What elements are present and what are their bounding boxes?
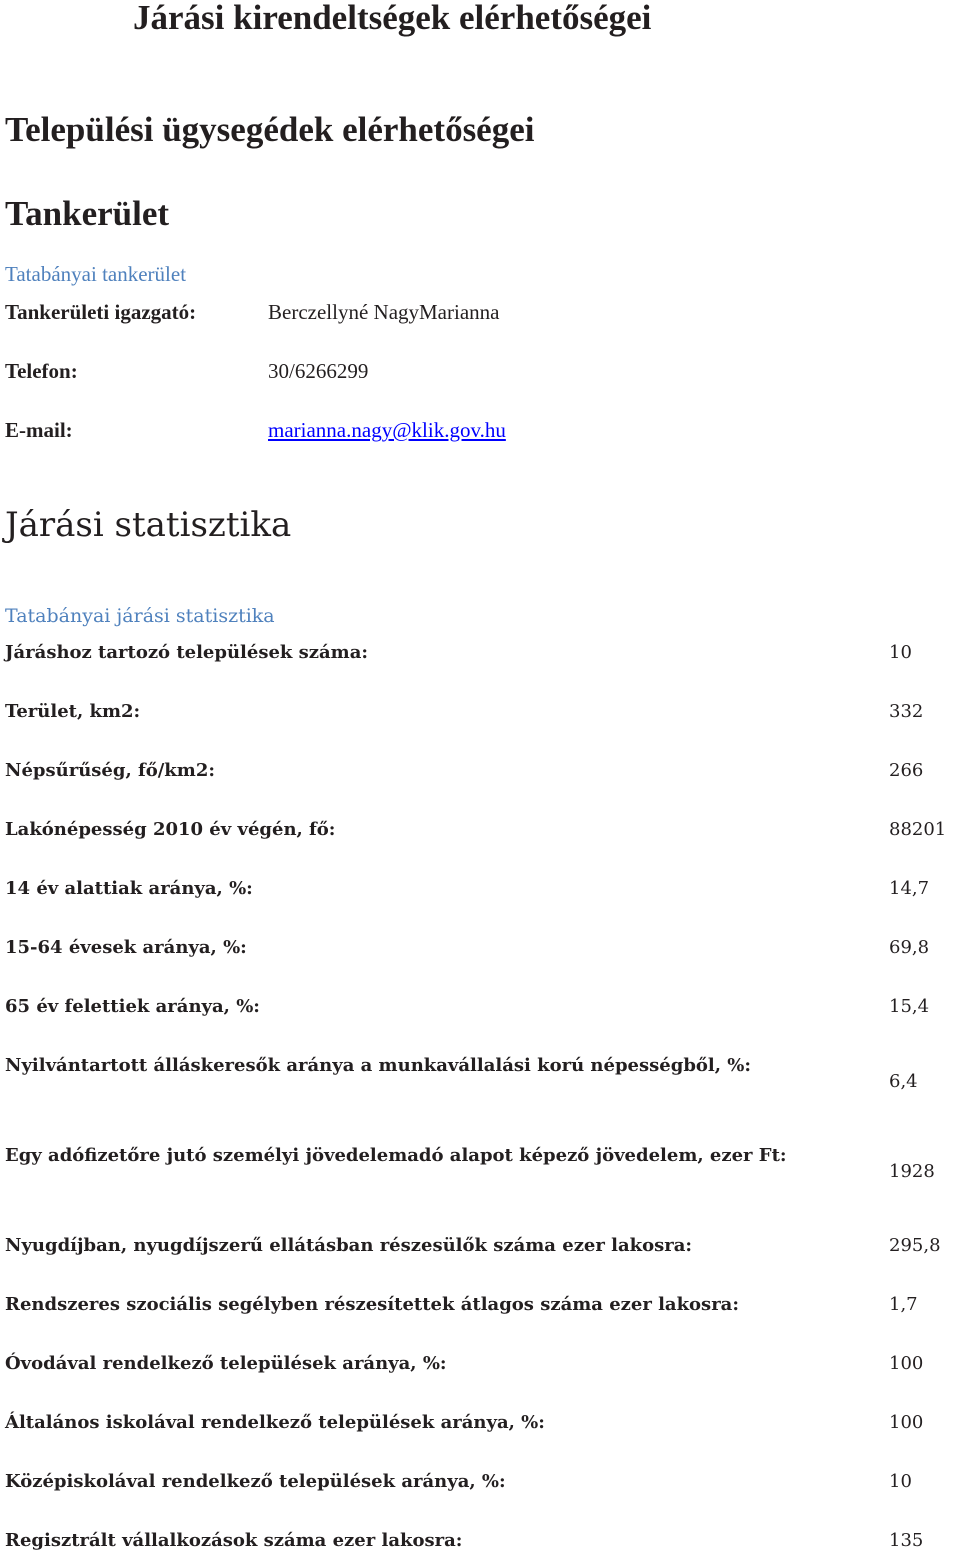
heading-tankerulet: Tankerület xyxy=(5,194,170,233)
heading-telepulesi-ugysegedek: Települési ügysegédek elérhetőségei xyxy=(5,110,535,149)
stat-label: Lakónépesség 2010 év végén, fő: xyxy=(5,819,336,840)
stat-label: Népsűrűség, fő/km2: xyxy=(5,760,215,781)
stat-label: Egy adófizetőre jutó személyi jövedelemadó alapot képező jövedelem, ezer Ft: xyxy=(5,1145,787,1166)
director-label: Tankerületi igazgató: xyxy=(5,300,197,324)
stat-label: 15-64 évesek aránya, %: xyxy=(5,937,247,958)
stat-label: Rendszeres szociális segélyben részesítettek átlagos száma ezer lakosra: xyxy=(5,1294,739,1315)
stat-value: 14,7 xyxy=(889,878,930,899)
stat-label: Regisztrált vállalkozások száma ezer lakosra: xyxy=(5,1530,463,1551)
email-link[interactable]: marianna.nagy@klik.gov.hu xyxy=(268,418,506,442)
phone-value: 30/6266299 xyxy=(268,359,369,383)
stat-value: 10 xyxy=(889,642,912,663)
stat-label: Óvodával rendelkező települések aránya, %: xyxy=(5,1353,447,1374)
stat-value: 295,8 xyxy=(889,1235,941,1256)
stat-value: 15,4 xyxy=(889,996,930,1017)
email-label: E-mail: xyxy=(5,418,73,442)
stat-label: Nyilvántartott álláskeresők aránya a munkavállalási korú népességből, %: xyxy=(5,1055,752,1076)
stat-label: Terület, km2: xyxy=(5,701,141,722)
director-value: Berczellyné NagyMarianna xyxy=(268,300,500,324)
heading-jarasi-kirendeltsegek: Járási kirendeltségek elérhetőségei xyxy=(133,0,652,37)
stat-value: 1,7 xyxy=(889,1294,918,1315)
phone-label: Telefon: xyxy=(5,359,78,383)
stat-value: 100 xyxy=(889,1353,924,1374)
email-value-container xyxy=(268,418,506,442)
stat-value: 88201 xyxy=(889,819,947,840)
stat-value: 69,8 xyxy=(889,937,930,958)
stat-value: 1928 xyxy=(889,1161,935,1182)
stat-label: 14 év alattiak aránya, %: xyxy=(5,878,253,899)
stat-value: 6,4 xyxy=(889,1071,918,1092)
stat-label: Középiskolával rendelkező települések aránya, %: xyxy=(5,1471,506,1492)
stat-value: 135 xyxy=(889,1530,924,1551)
statisztika-name: Tatabányai járási statisztika xyxy=(5,605,275,627)
tankerulet-name: Tatabányai tankerület xyxy=(5,262,187,286)
stat-value: 100 xyxy=(889,1412,924,1433)
stat-value: 10 xyxy=(889,1471,912,1492)
stat-value: 332 xyxy=(889,701,924,722)
stat-label: 65 év felettiek aránya, %: xyxy=(5,996,260,1017)
stat-label: Általános iskolával rendelkező települések aránya, %: xyxy=(5,1412,545,1433)
heading-jarasi-statisztika: Járási statisztika xyxy=(5,505,292,545)
stat-label: Nyugdíjban, nyugdíjszerű ellátásban részesülők száma ezer lakosra: xyxy=(5,1235,693,1256)
stat-label: Járáshoz tartozó települések száma: xyxy=(5,642,369,663)
stat-value: 266 xyxy=(889,760,924,781)
